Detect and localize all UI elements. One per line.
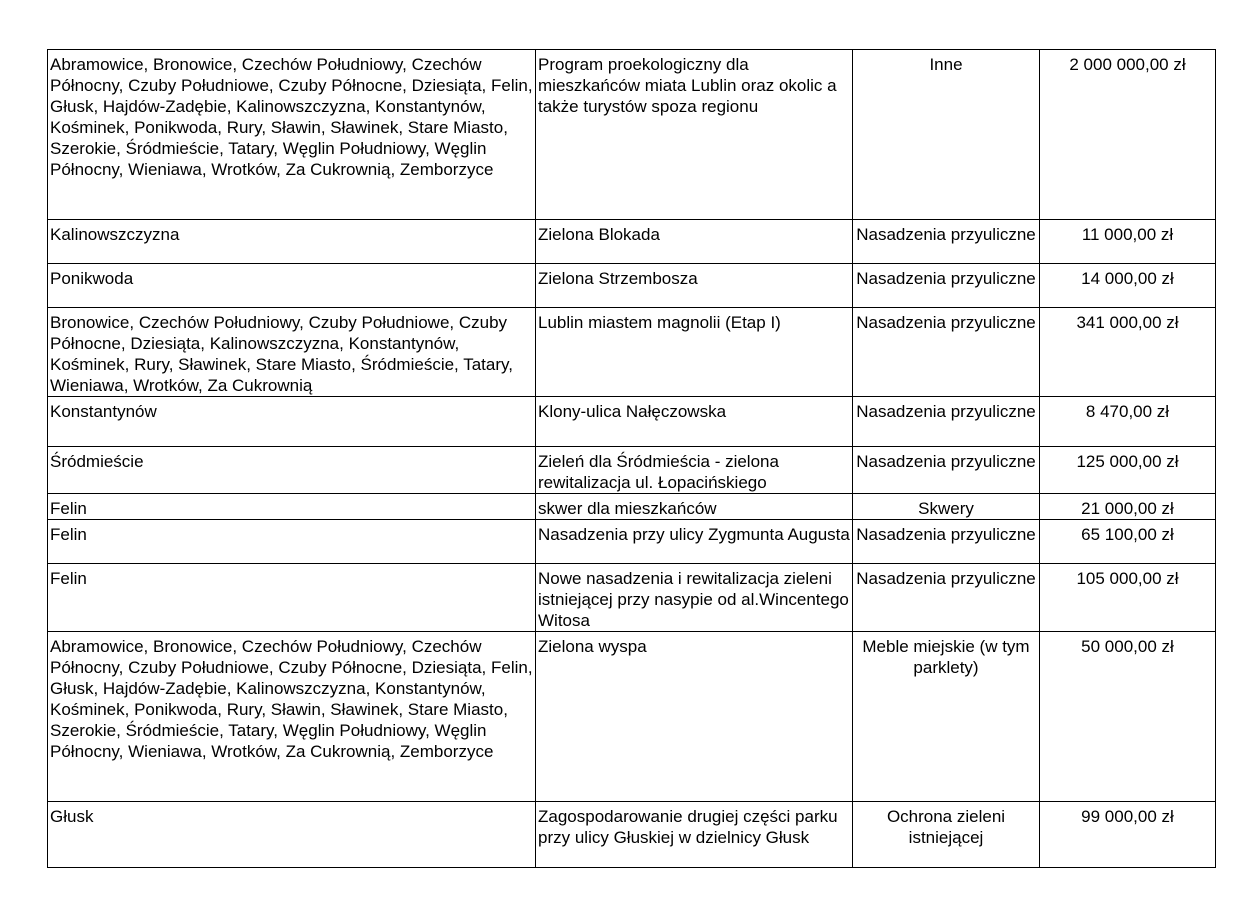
table-row [48,564,1216,632]
category-cell: Nasadzenia przyuliczne [853,264,1040,308]
project-name-cell: Zagospodarowanie drugiej części parku przy ulicy Głuskiej w dzielnicy Głusk [536,802,853,868]
amount-cell: 341 000,00 zł [1040,308,1216,397]
amount-cell: 11 000,00 zł [1040,220,1216,264]
table-row [48,308,1216,397]
table-row [48,220,1216,264]
districts-cell: Abramowice, Bronowice, Czechów Południowy, Czechów Północny, Czuby Południowe, Czuby Północne, Dziesiąta, Felin, Głusk, Hajdów-Zadębie, Kalinowszczyzna, Konstantynów, Kośminek, Ponikwoda, Rury, Sławin, Sławinek, Stare Miasto, Szerokie, Śródmieście, Tatary, Węglin Południowy, Węglin Północny, Wieniawa, Wrotków, Za Cukrownią, Zemborzyce [48,50,536,220]
project-name-cell: Program proekologiczny dla mieszkańców miata Lublin oraz okolic a także turystów spoza regionu [536,50,853,220]
category-cell: Nasadzenia przyuliczne [853,308,1040,397]
project-name-cell: Zielona wyspa [536,632,853,802]
districts-cell: Bronowice, Czechów Południowy, Czuby Południowe, Czuby Północne, Dziesiąta, Kalinowszczyzna, Konstantynów, Kośminek, Rury, Sławinek, Stare Miasto, Śródmieście, Tatary, Wieniawa, Wrotków, Za Cukrownią [48,308,536,397]
table-row [48,802,1216,868]
districts-cell: Konstantynów [48,397,536,447]
project-name-cell: skwer dla mieszkańców [536,494,853,520]
category-cell: Nasadzenia przyuliczne [853,520,1040,564]
project-name-cell: Nasadzenia przy ulicy Zygmunta Augusta [536,520,853,564]
districts-cell: Ponikwoda [48,264,536,308]
category-cell: Ochrona zieleni istniejącej [853,802,1040,868]
category-cell: Nasadzenia przyuliczne [853,447,1040,494]
table-row [48,264,1216,308]
amount-cell: 8 470,00 zł [1040,397,1216,447]
districts-cell: Śródmieście [48,447,536,494]
amount-cell: 50 000,00 zł [1040,632,1216,802]
amount-cell: 105 000,00 zł [1040,564,1216,632]
districts-cell: Felin [48,494,536,520]
districts-cell: Kalinowszczyzna [48,220,536,264]
table-row [48,494,1216,520]
table-row [48,447,1216,494]
table-row [48,50,1216,220]
table-row [48,520,1216,564]
projects-table [47,49,1216,868]
category-cell: Skwery [853,494,1040,520]
amount-cell: 14 000,00 zł [1040,264,1216,308]
project-name-cell: Klony-ulica Nałęczowska [536,397,853,447]
category-cell: Inne [853,50,1040,220]
project-name-cell: Nowe nasadzenia i rewitalizacja zieleni istniejącej przy nasypie od al.Wincentego Witosa [536,564,853,632]
table-row [48,632,1216,802]
project-name-cell: Zieleń dla Śródmieścia - zielona rewitalizacja ul. Łopacińskiego [536,447,853,494]
districts-cell: Głusk [48,802,536,868]
districts-cell: Abramowice, Bronowice, Czechów Południowy, Czechów Północny, Czuby Południowe, Czuby Północne, Dziesiąta, Felin, Głusk, Hajdów-Zadębie, Kalinowszczyzna, Konstantynów, Kośminek, Ponikwoda, Rury, Sławin, Sławinek, Stare Miasto, Szerokie, Śródmieście, Tatary, Węglin Południowy, Węglin Północny, Wieniawa, Wrotków, Za Cukrownią, Zemborzyce [48,632,536,802]
project-name-cell: Zielona Strzembosza [536,264,853,308]
districts-cell: Felin [48,520,536,564]
category-cell: Nasadzenia przyuliczne [853,397,1040,447]
amount-cell: 99 000,00 zł [1040,802,1216,868]
category-cell: Nasadzenia przyuliczne [853,564,1040,632]
table-row [48,397,1216,447]
amount-cell: 125 000,00 zł [1040,447,1216,494]
project-name-cell: Lublin miastem magnolii (Etap I) [536,308,853,397]
category-cell: Meble miejskie (w tym parklety) [853,632,1040,802]
districts-cell: Felin [48,564,536,632]
amount-cell: 2 000 000,00 zł [1040,50,1216,220]
amount-cell: 65 100,00 zł [1040,520,1216,564]
amount-cell: 21 000,00 zł [1040,494,1216,520]
project-name-cell: Zielona Blokada [536,220,853,264]
category-cell: Nasadzenia przyuliczne [853,220,1040,264]
